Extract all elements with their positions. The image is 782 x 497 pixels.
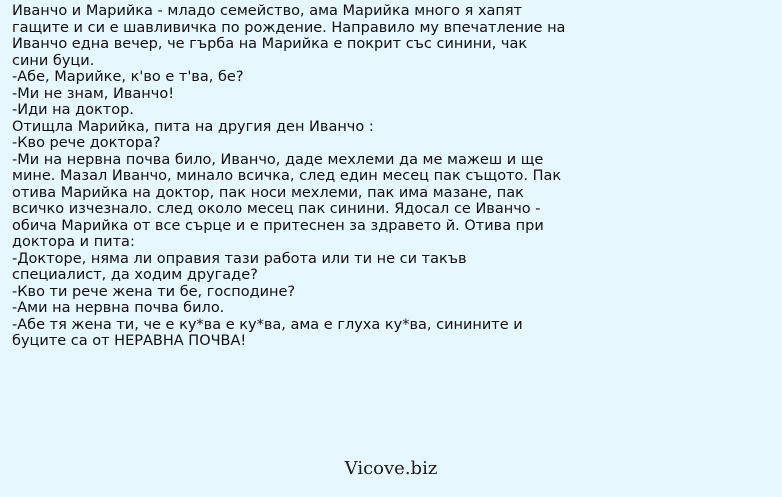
- joke-line: -Иди на доктор.: [12, 102, 134, 118]
- joke-line: буците са от НЕРАВНА ПОЧВА!: [12, 333, 247, 349]
- joke-line: доктора и пита:: [12, 234, 135, 250]
- joke-line: -Ми на нервна почва било, Иванчо, даде мехлеми да ме мажеш и ще: [12, 151, 544, 168]
- joke-line: Иванчо една вечер, че гърба на Марийка е покрит със синини, чак: [12, 36, 528, 52]
- joke-line: -Ами на нервна почва било.: [12, 300, 225, 316]
- joke-line: специалист, да ходим другаде?: [12, 267, 258, 283]
- joke-line: обича Марийка от все сърце и е притеснен за здравето й. Отива при: [12, 217, 544, 234]
- joke-line: -Кво рече доктора?: [12, 135, 161, 151]
- joke-line: -Кво ти рече жена ти бе, господине?: [12, 283, 296, 300]
- joke-line: Иванчо и Марийка - младо семейство, ама Марийка много я хапят: [12, 3, 523, 19]
- joke-line: Отищла Марийка, пита на другия ден Иванчо :: [12, 118, 374, 135]
- joke-line: -Абе, Марийке, к'во е т'ва, бе?: [12, 69, 244, 85]
- joke-line: всичко изчезнало. след около месец пак синини. Ядосал се Иванчо -: [12, 201, 541, 217]
- joke-line: гащите и си е шавливичка по рождение. Направило му впечатление на: [12, 19, 566, 36]
- joke-line: -Докторе, няма ли оправия тази работа или ти не си такъв: [12, 250, 467, 267]
- joke-text: [12, 3, 574, 350]
- joke-line: сини буци.: [12, 52, 95, 69]
- joke-line: -Ми не знам, Иванчо!: [12, 85, 175, 102]
- joke-line: -Абе тя жена ти, че е ку*ва е ку*ва, ама е глуха ку*ва, синините и: [12, 316, 523, 333]
- site-watermark: Vicove.biz: [344, 458, 438, 479]
- joke-line: отива Марийка на доктор, пак носи мехлеми, пак има мазане, пак: [12, 184, 524, 201]
- joke-line: мине. Мазал Иванчо, минало всичка, след един месец пак същото. Пак: [12, 168, 562, 184]
